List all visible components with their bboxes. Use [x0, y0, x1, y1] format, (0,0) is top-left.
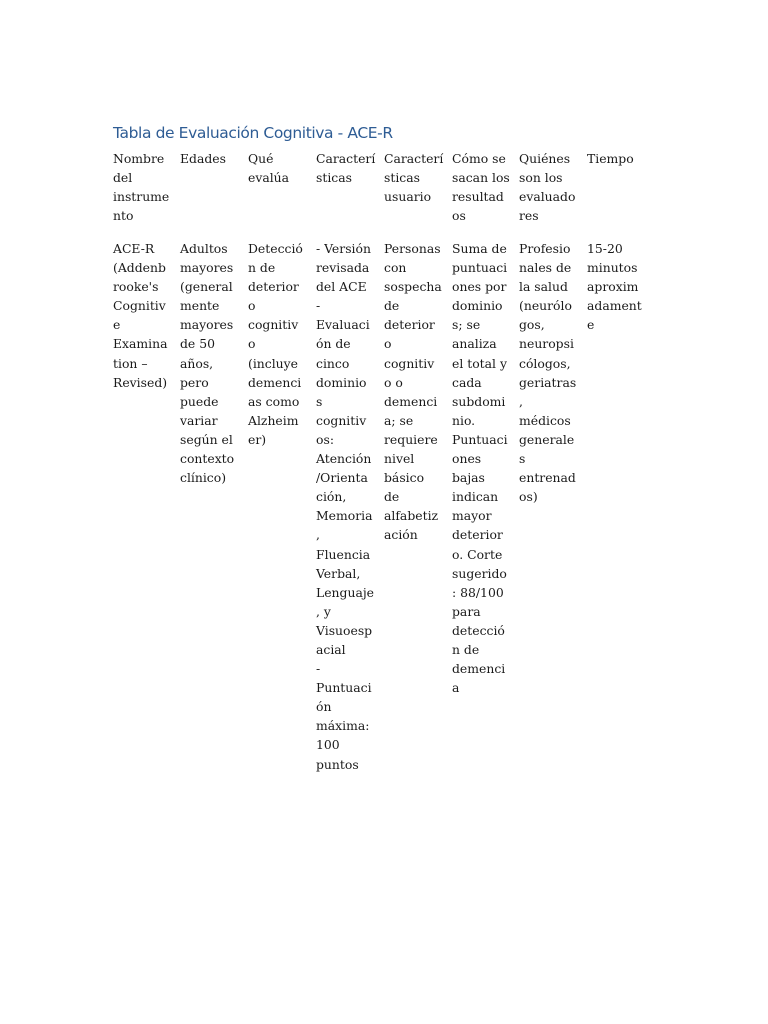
- cell-line: aproxim: [587, 279, 639, 295]
- cell-line: o: [248, 298, 256, 314]
- cell-line: del ACE: [316, 279, 367, 295]
- cell-line: según el: [180, 431, 233, 447]
- cell-line: ,: [519, 393, 523, 409]
- cell-line: - Versión: [316, 241, 371, 256]
- cell-line: cognitiv: [316, 412, 367, 428]
- cell-line: os): [519, 489, 538, 505]
- cell-line: : 88/100: [452, 584, 504, 600]
- cell-line: e: [587, 317, 595, 333]
- cell-line: geriatras: [519, 374, 577, 390]
- cell-line: detecció: [452, 622, 505, 638]
- cell-line: a; se: [384, 412, 414, 428]
- cell-line: puntos: [316, 756, 359, 772]
- cell-line: cinco: [316, 355, 350, 371]
- cell-line: Visuoesp: [316, 622, 373, 638]
- cell-line: Quiénes: [519, 151, 571, 166]
- cell-line: revisada: [316, 260, 370, 276]
- cell-line: sacan los: [452, 170, 510, 186]
- header-cell-que-evalua: [248, 149, 289, 187]
- cell-line: ones por: [452, 279, 507, 295]
- cell-line: Nombre: [113, 151, 165, 166]
- table-cell-edades: [180, 239, 234, 487]
- cell-line: Revised): [113, 374, 168, 390]
- cell-line: Memoria: [316, 508, 373, 524]
- cell-line: son los: [519, 170, 563, 186]
- cell-line: , y: [316, 603, 331, 619]
- cell-line: cada: [452, 374, 482, 390]
- cell-line: de 50: [180, 336, 215, 352]
- cell-line: Adultos: [180, 241, 228, 256]
- cell-line: o. Corte: [452, 546, 503, 562]
- header-cell-quienes-evaluadores: [519, 149, 575, 225]
- cell-line: analiza: [452, 336, 497, 352]
- cell-line: s: [316, 393, 323, 409]
- cell-line: os: [452, 208, 466, 224]
- table-cell-caracteristicas: [316, 239, 374, 774]
- cell-line: nto: [113, 208, 134, 224]
- cell-line: Personas: [384, 241, 441, 256]
- cell-line: 100: [316, 737, 340, 753]
- cell-line: Puntuaci: [452, 431, 508, 447]
- table-cell-quienes-evaluadores: [519, 239, 576, 506]
- cell-line: (general: [180, 279, 233, 295]
- cell-line: 15-20: [587, 241, 623, 256]
- cell-line: as como: [248, 393, 300, 409]
- cell-line: Detecció: [248, 241, 303, 256]
- cell-line: Atención: [316, 451, 372, 467]
- cell-line: ación: [384, 527, 418, 543]
- header-cell-edades: [180, 149, 226, 168]
- cell-line: demenci: [452, 661, 506, 677]
- cell-line: adament: [587, 298, 642, 314]
- cell-line: o: [384, 336, 392, 352]
- cell-line: (neurólo: [519, 298, 572, 314]
- cell-line: e: [113, 317, 121, 333]
- cell-line: dominio: [316, 374, 367, 390]
- cell-line: (incluye: [248, 355, 298, 371]
- header-cell-nombre: [113, 149, 169, 225]
- cell-line: sticas: [316, 170, 352, 186]
- cell-line: (Addenb: [113, 260, 166, 276]
- cell-line: deterior: [384, 317, 435, 333]
- cell-line: ,: [316, 527, 320, 543]
- cell-line: sospecha: [384, 279, 442, 295]
- cell-line: Verbal,: [316, 565, 361, 581]
- cell-line: básico: [384, 470, 425, 486]
- header-cell-caracteristicas: [316, 149, 375, 187]
- cell-line: Evaluaci: [316, 317, 370, 333]
- cell-line: n de: [248, 260, 276, 276]
- cell-line: usuario: [384, 189, 432, 205]
- cell-line: Suma de: [452, 241, 507, 256]
- cell-line: Puntuaci: [316, 680, 372, 696]
- table-cell-nombre: [113, 239, 168, 392]
- cell-line: Cómo se: [452, 151, 506, 166]
- cell-line: mayor: [452, 508, 492, 524]
- cell-line: resultad: [452, 189, 504, 205]
- cell-line: Edades: [180, 151, 226, 166]
- table-cell-tiempo: [587, 239, 642, 334]
- cell-line: máxima:: [316, 718, 370, 734]
- cell-line: puntuaci: [452, 260, 508, 276]
- cell-line: Fluencia: [316, 546, 371, 562]
- cell-line: de: [384, 489, 400, 505]
- cell-line: os:: [316, 431, 334, 447]
- cell-line: de: [384, 298, 400, 314]
- cell-line: con: [384, 260, 407, 276]
- cell-line: ón: [316, 699, 332, 715]
- cell-line: cognitiv: [248, 317, 299, 333]
- table-cell-que-evalua: [248, 239, 303, 449]
- cell-line: deterior: [452, 527, 503, 543]
- cell-line: alfabetiz: [384, 508, 439, 524]
- cell-line: requiere: [384, 431, 438, 447]
- cell-line: del: [113, 170, 133, 186]
- cell-line: mente: [180, 298, 220, 314]
- cell-line: sugerido: [452, 565, 507, 581]
- cell-line: pero: [180, 374, 209, 390]
- cell-line: s: [519, 451, 526, 467]
- cell-line: Alzheim: [248, 412, 299, 428]
- cell-line: subdomi: [452, 393, 506, 409]
- cell-line: años,: [180, 355, 214, 371]
- cell-line: Lenguaje: [316, 584, 375, 600]
- cell-line: ones: [452, 451, 482, 467]
- document-title: Tabla de Evaluación Cognitiva - ACE-R: [113, 124, 393, 142]
- cell-line: sticas: [384, 170, 420, 186]
- cell-line: demenci: [384, 393, 438, 409]
- cell-line: nivel: [384, 451, 415, 467]
- cell-line: el total y: [452, 355, 507, 371]
- cell-line: demenci: [248, 374, 302, 390]
- header-cell-como-resultados: [452, 149, 510, 225]
- cell-line: ón de: [316, 336, 351, 352]
- cell-line: a: [452, 680, 460, 696]
- header-cell-tiempo: [587, 149, 634, 168]
- cell-line: /Orienta: [316, 470, 368, 486]
- cell-line: Tiempo: [587, 151, 634, 166]
- header-cell-caracteristicas-usuario: [384, 149, 443, 206]
- cell-line: s; se: [452, 317, 481, 333]
- cell-line: indican: [452, 489, 499, 505]
- cell-line: acial: [316, 641, 346, 657]
- cell-line: dominio: [452, 298, 503, 314]
- cell-line: rooke's: [113, 279, 159, 295]
- cell-line: ACE-R: [113, 241, 155, 256]
- cell-line: evalúa: [248, 170, 290, 186]
- cell-line: neuropsi: [519, 336, 574, 352]
- cell-line: ción,: [316, 489, 347, 505]
- cell-line: variar: [180, 412, 218, 428]
- table-cell-como-resultados: [452, 239, 508, 697]
- cell-line: médicos: [519, 412, 571, 428]
- cell-line: minutos: [587, 260, 638, 276]
- cell-line: generale: [519, 431, 575, 447]
- cell-line: contexto: [180, 451, 235, 467]
- cell-line: Qué: [248, 151, 274, 166]
- cell-line: -: [316, 298, 321, 314]
- cell-line: nio.: [452, 412, 476, 428]
- cell-line: res: [519, 208, 539, 224]
- cell-line: er): [248, 431, 267, 447]
- cell-line: Examina: [113, 336, 168, 352]
- cell-line: entrenad: [519, 470, 576, 486]
- cell-line: clínico): [180, 470, 227, 486]
- cell-line: tion –: [113, 355, 148, 371]
- cell-line: instrume: [113, 189, 170, 205]
- cell-line: mayores: [180, 260, 234, 276]
- cell-line: evaluado: [519, 189, 576, 205]
- table-cell-caracteristicas-usuario: [384, 239, 442, 545]
- cell-line: mayores: [180, 317, 234, 333]
- cell-line: Caracterí: [384, 151, 444, 166]
- cell-line: Cognitiv: [113, 298, 166, 314]
- cell-line: n de: [452, 641, 480, 657]
- cell-line: o o: [384, 374, 403, 390]
- cell-line: nales de: [519, 260, 572, 276]
- cell-line: cognitiv: [384, 355, 435, 371]
- cell-line: bajas: [452, 470, 485, 486]
- cell-line: cólogos,: [519, 355, 571, 371]
- cell-line: Profesio: [519, 241, 571, 256]
- cell-line: la salud: [519, 279, 568, 295]
- cell-line: gos,: [519, 317, 545, 333]
- cell-line: -: [316, 661, 321, 677]
- cell-line: o: [248, 336, 256, 352]
- cell-line: Caracterí: [316, 151, 376, 166]
- cell-line: puede: [180, 393, 219, 409]
- cell-line: deterior: [248, 279, 299, 295]
- cell-line: para: [452, 603, 481, 619]
